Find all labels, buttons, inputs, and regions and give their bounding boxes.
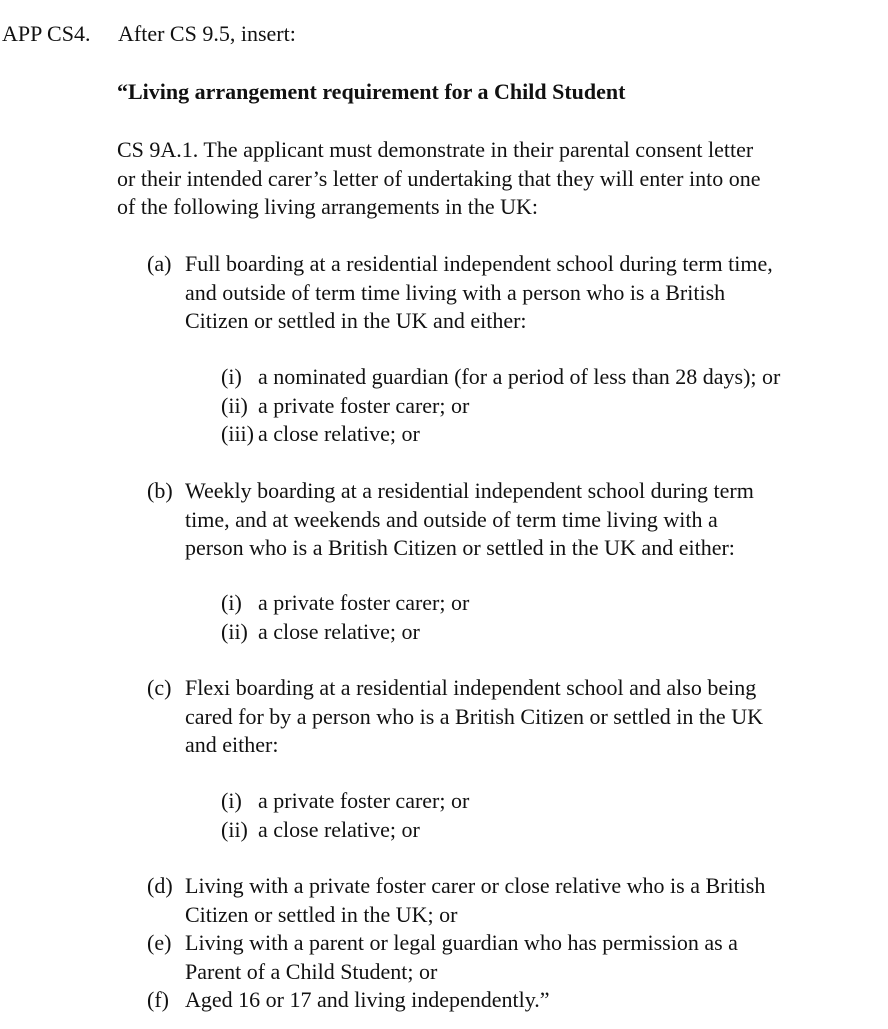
sub-item-text: a private foster carer; or	[258, 392, 470, 418]
sub-item	[221, 787, 469, 816]
item-label: (a)	[147, 251, 172, 276]
item-line: Citizen or settled in the UK and either:	[185, 308, 527, 333]
item-line: and outside of term time living with a person who is a British	[185, 279, 726, 305]
cropped-previous-line	[20, 0, 240, 4]
item-line: Living with a private foster carer or close relative who is a British	[185, 873, 766, 898]
sub-item-text: a close relative; or	[258, 421, 420, 446]
item-label: (d)	[147, 873, 173, 898]
sub-item-text: a private foster carer; or	[258, 788, 470, 813]
item-line: Living with a parent or legal guardian who has permission as a	[185, 930, 738, 955]
paragraph-line: of the following living arrangements in the UK:	[117, 194, 538, 219]
sub-item-label: (iii)	[221, 421, 254, 446]
paragraph-cs-9a-1	[117, 136, 857, 222]
item-text	[185, 929, 865, 986]
item-text	[185, 872, 865, 929]
sublist-a	[221, 363, 780, 449]
sub-item-text: a close relative; or	[258, 816, 420, 842]
item-line: Parent of a Child Student; or	[185, 958, 438, 984]
item-line: time, and at weekends and outside of term time living with a	[185, 506, 718, 532]
item-text	[185, 986, 865, 1015]
item-line: person who is a British Citizen or settled in the UK and either:	[185, 535, 735, 560]
item-line: Weekly boarding at a residential independent school during term	[185, 478, 754, 503]
item-label: (e)	[147, 930, 172, 955]
sub-item-label: (ii)	[221, 392, 248, 418]
sub-item-text: a close relative; or	[258, 618, 420, 644]
sub-item	[221, 816, 469, 845]
sub-item-label: (i)	[221, 788, 242, 813]
sub-item	[221, 363, 780, 392]
item-line: Citizen or settled in the UK; or	[185, 901, 458, 927]
item-line: Aged 16 or 17 and living independently.”	[185, 987, 550, 1012]
sublist-c	[221, 787, 469, 844]
item-line: Flexi boarding at a residential independent school and also being	[185, 675, 757, 700]
item-line: Full boarding at a residential independent school during term time,	[185, 251, 773, 276]
section-title: “Living arrangement requirement for a Child Student	[117, 79, 626, 104]
amendment-reference: APP CS4.	[2, 21, 91, 46]
sub-item-label: (i)	[221, 364, 242, 389]
sub-item	[221, 392, 780, 421]
item-label: (b)	[147, 478, 173, 503]
sub-item-label: (ii)	[221, 618, 248, 644]
item-label: (f)	[147, 987, 169, 1012]
item-text	[185, 477, 865, 563]
sublist-b	[221, 589, 469, 646]
item-label: (c)	[147, 675, 172, 700]
paragraph-line: or their intended carer’s letter of undertaking that they will enter into one	[117, 165, 761, 191]
sub-item	[221, 420, 780, 449]
sub-item-label: (ii)	[221, 816, 248, 842]
amendment-instruction: After CS 9.5, insert:	[118, 21, 296, 46]
paragraph-line: CS 9A.1. The applicant must demonstrate in their parental consent letter	[117, 137, 754, 162]
item-text	[185, 674, 865, 760]
item-line: cared for by a person who is a British Citizen or settled in the UK	[185, 703, 763, 729]
sub-item	[221, 618, 469, 647]
sub-item-text: a nominated guardian (for a period of less than 28 days); or	[258, 364, 781, 389]
sub-item-text: a private foster carer; or	[258, 590, 470, 615]
item-text	[185, 250, 865, 336]
sub-item	[221, 589, 469, 618]
item-line: and either:	[185, 732, 279, 757]
sub-item-label: (i)	[221, 590, 242, 615]
amendment-heading	[2, 20, 296, 49]
